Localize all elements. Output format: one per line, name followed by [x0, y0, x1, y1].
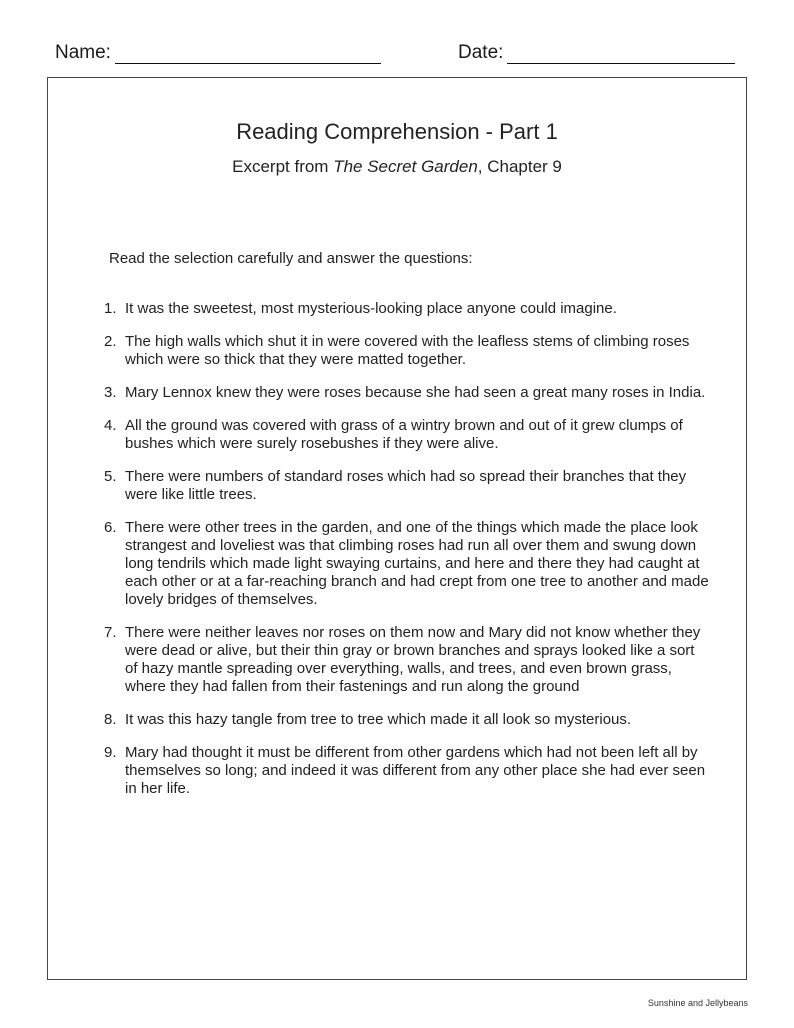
sentence-number: 1. [104, 300, 117, 317]
passage-sentence [100, 417, 710, 453]
book-title: The Secret Garden [333, 157, 478, 176]
passage-sentence [100, 300, 710, 318]
sentence-number: 9. [104, 744, 117, 761]
sentence-text: Mary Lennox knew they were roses because she had seen a great many roses in India. [125, 384, 706, 401]
sentence-text: There were neither leaves nor roses on them now and Mary did not know whether they were dead or alive, but their thin gray or brown branches and sprays looked like a sort of hazy mantle spreading over everything, walls, and trees, and even brown grass, where they had fallen from their fastenings and run along the ground [125, 624, 701, 695]
sentence-text: There were other trees in the garden, and one of the things which made the place look strangest and loveliest was that climbing roses had run all over them and swung down long tendrils which made light swaying curtains, and here and there they had caught at each other or at a far-reaching branch and had crept from one tree to another and made lovely bridges of themselves. [125, 519, 709, 608]
passage-sentence [100, 519, 710, 609]
sentence-number: 3. [104, 384, 117, 401]
page-subtitle [0, 157, 794, 177]
passage-sentence-list [100, 300, 710, 813]
footer-credit: Sunshine and Jellybeans [647, 998, 748, 1008]
sentence-text: There were numbers of standard roses which had so spread their branches that they were like little trees. [125, 468, 687, 503]
sentence-text: It was the sweetest, most mysterious-looking place anyone could imagine. [125, 300, 617, 317]
passage-sentence [100, 384, 710, 402]
sentence-text: Mary had thought it must be different from other gardens which had not been left all by themselves so long; and indeed it was different from any other place she had ever seen in her life. [125, 744, 706, 797]
page-title: Reading Comprehension - Part 1 [236, 119, 558, 144]
passage-sentence [100, 711, 710, 729]
sentence-number: 2. [104, 333, 117, 350]
date-blank-line [507, 43, 735, 64]
passage-sentence [100, 468, 710, 504]
name-label: Name: [55, 42, 111, 63]
name-blank-line [115, 43, 381, 64]
date-label: Date: [458, 42, 504, 63]
sentence-number: 4. [104, 417, 117, 434]
date-field [458, 42, 735, 64]
sentence-text: It was this hazy tangle from tree to tree which made it all look so mysterious. [125, 711, 632, 728]
instructions-text: Read the selection carefully and answer the questions: [109, 250, 473, 267]
sentence-number: 7. [104, 624, 117, 641]
passage-sentence [100, 624, 710, 696]
sentence-text: The high walls which shut it in were covered with the leafless stems of climbing roses which were so thick that they were matted together. [125, 333, 690, 368]
passage-sentence [100, 744, 710, 798]
name-field [55, 42, 381, 64]
subtitle-suffix: , Chapter 9 [477, 157, 562, 176]
passage-sentence [100, 333, 710, 369]
sentence-number: 5. [104, 468, 117, 485]
sentence-number: 6. [104, 519, 117, 536]
sentence-text: All the ground was covered with grass of a wintry brown and out of it grew clumps of bushes which were surely rosebushes if they were alive. [125, 417, 683, 452]
worksheet-header [0, 42, 794, 68]
sentence-number: 8. [104, 711, 117, 728]
subtitle-prefix: Excerpt from [232, 157, 334, 176]
